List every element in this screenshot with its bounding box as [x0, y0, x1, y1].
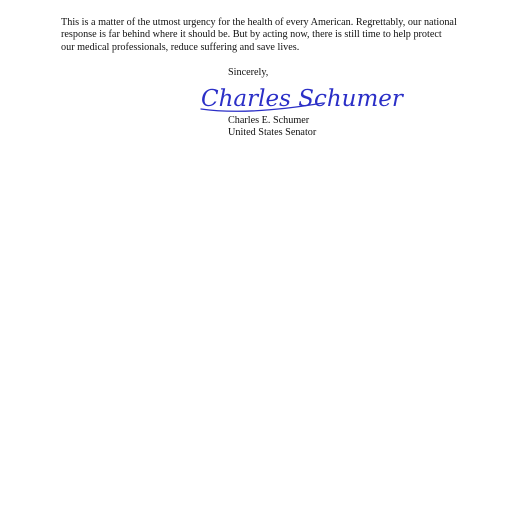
sender-block — [228, 115, 316, 139]
signature-image — [199, 82, 403, 118]
signature-text: Charles Schumer — [201, 86, 403, 112]
closing: Sincerely, — [228, 67, 269, 78]
body-line: response is far behind where it should be. But by acting now, there is still time to help protect — [61, 29, 442, 41]
sender-name: Charles E. Schumer — [228, 115, 310, 126]
body-line: our medical professionals, reduce suffering and save lives. — [61, 41, 300, 53]
sender-title: United States Senator — [228, 127, 317, 139]
body-line: This is a matter of the utmost urgency for the health of every American. Regrettably, our national — [61, 17, 457, 28]
handwritten-signature — [199, 82, 403, 118]
body-paragraph — [61, 17, 461, 54]
